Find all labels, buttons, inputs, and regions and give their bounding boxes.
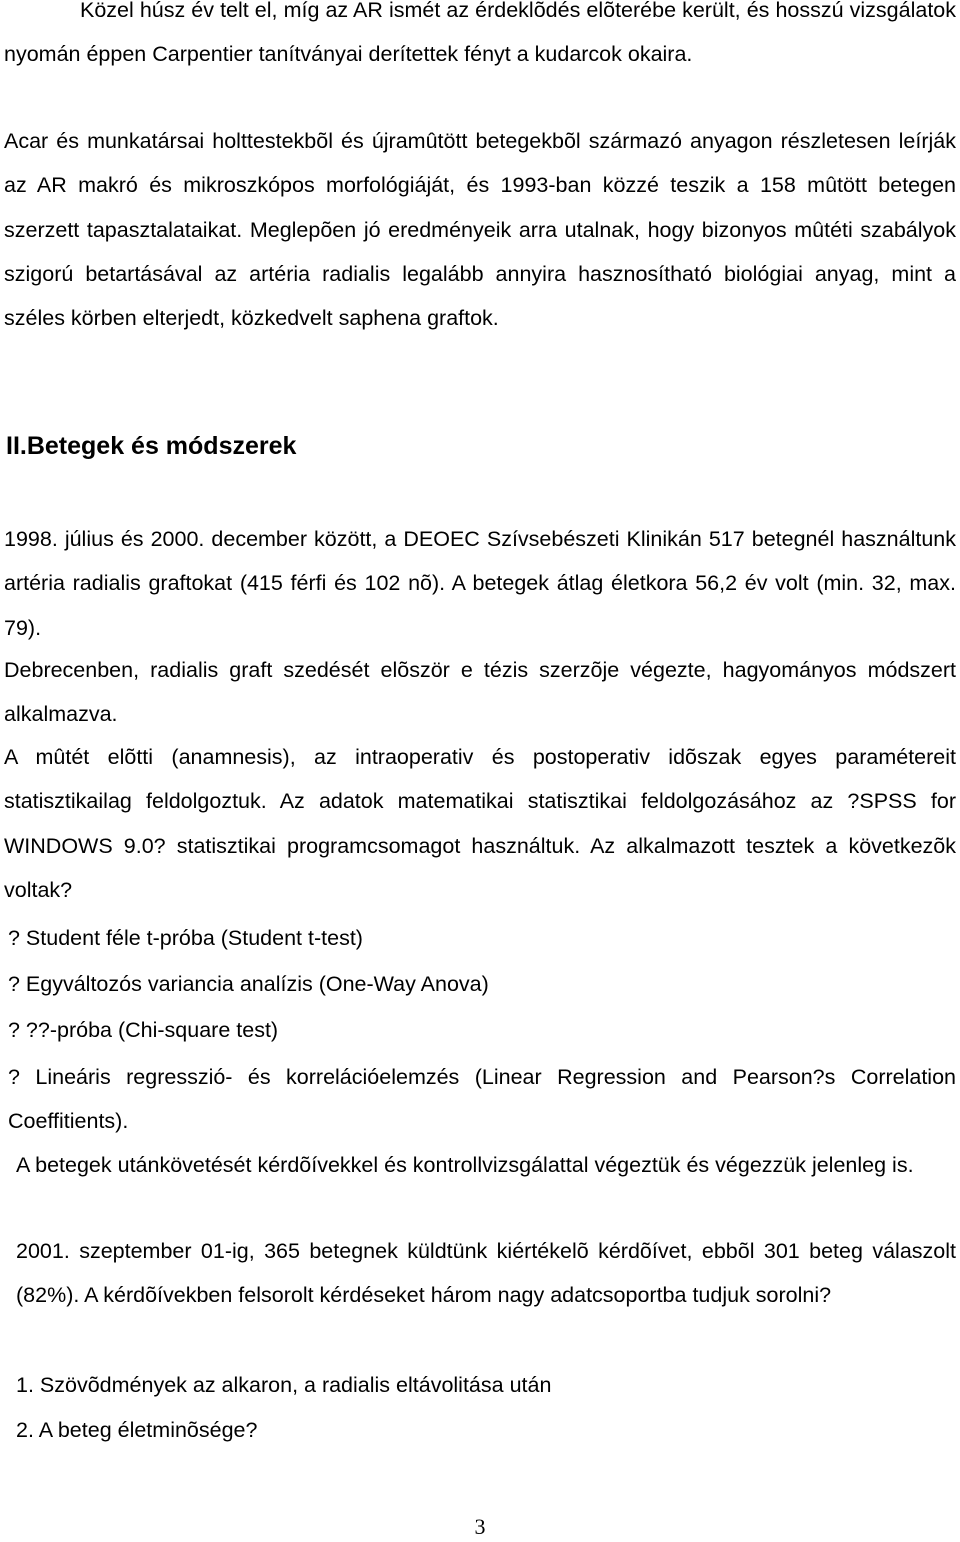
section-heading: II.Betegek és módszerek bbox=[6, 432, 297, 460]
questionnaire-paragraph: 2001. szeptember 01-ig, 365 betegnek küldtünk kiértékelõ kérdõívet, ebbõl 301 beteg válaszolt (82%). A kérdõívekben felsorolt kérdéseket három nagy adatcsoportba tudjuk sorolni? bbox=[16, 1239, 956, 1308]
test-item: ? Student féle t-próba (Student t-test) bbox=[8, 926, 363, 950]
statistics-paragraph: A mûtét elõtti (anamnesis), az intraoperativ és postoperativ idõszak egyes paramétereit statisztikailag feldolgoztuk. Az adatok matematikai statisztikai feldolgozásához az ?SPSS for WINDOWS 9.0? statisztikai programcsomagot használtuk. Az alkalmazott tesztek a következõk voltak? bbox=[4, 745, 956, 902]
test-item: ? ??-próba (Chi-square test) bbox=[8, 1018, 279, 1042]
test-item: ? Egyváltozós variancia analízis (One-Way Anova) bbox=[8, 972, 489, 996]
intro-paragraph: Közel húsz év telt el, míg az AR ismét az érdeklõdés elõterébe került, és hosszú vizsgálatok nyomán éppen Carpentier tanítványai derítettek fényt a kudarcok okaira. bbox=[4, 0, 956, 67]
followup-paragraph: A betegek utánkövetését kérdõívekkel és kontrollvizsgálattal végeztük és végezzük jelenleg is. bbox=[16, 1153, 914, 1177]
patients-paragraph: 1998. július és 2000. december között, a DEOEC Szívsebészeti Klinikán 517 betegnél használtunk artéria radialis graftokat (415 férfi és 102 nõ). A betegek átlag életkora 56,2 év volt (min. 32, max. 79). bbox=[4, 527, 956, 640]
page-number: 3 bbox=[474, 1514, 486, 1539]
acar-paragraph: Acar és munkatársai holttestekbõl és újramûtött betegekbõl származó anyagon részletesen leírják az AR makró és mikroszkópos morfológiáját, és 1993-ban közzé teszik a 158 mûtött betegen szerzett tapasztalataikat. Meglepõen jó eredményeik arra utalnak, hogy bizonyos mûtéti szabályok szigorú betartásával az artéria radialis legalább annyira hasznosítható biológiai anyag, mint a széles körben elterjedt, közkedvelt saphena graftok. bbox=[4, 129, 956, 331]
debrecen-paragraph: Debrecenben, radialis graft szedését elõször e tézis szerzõje végezte, hagyományos módszert alkalmazva. bbox=[4, 658, 956, 727]
question-group-item: 1. Szövõdmények az alkaron, a radialis eltávolitása után bbox=[16, 1373, 552, 1397]
question-group-item: 2. A beteg életminõsége? bbox=[16, 1418, 258, 1442]
test-item: ? Lineáris regresszió- és korrelációelemzés (Linear Regression and Pearson?s Correlation Coeffitients). bbox=[8, 1065, 956, 1134]
